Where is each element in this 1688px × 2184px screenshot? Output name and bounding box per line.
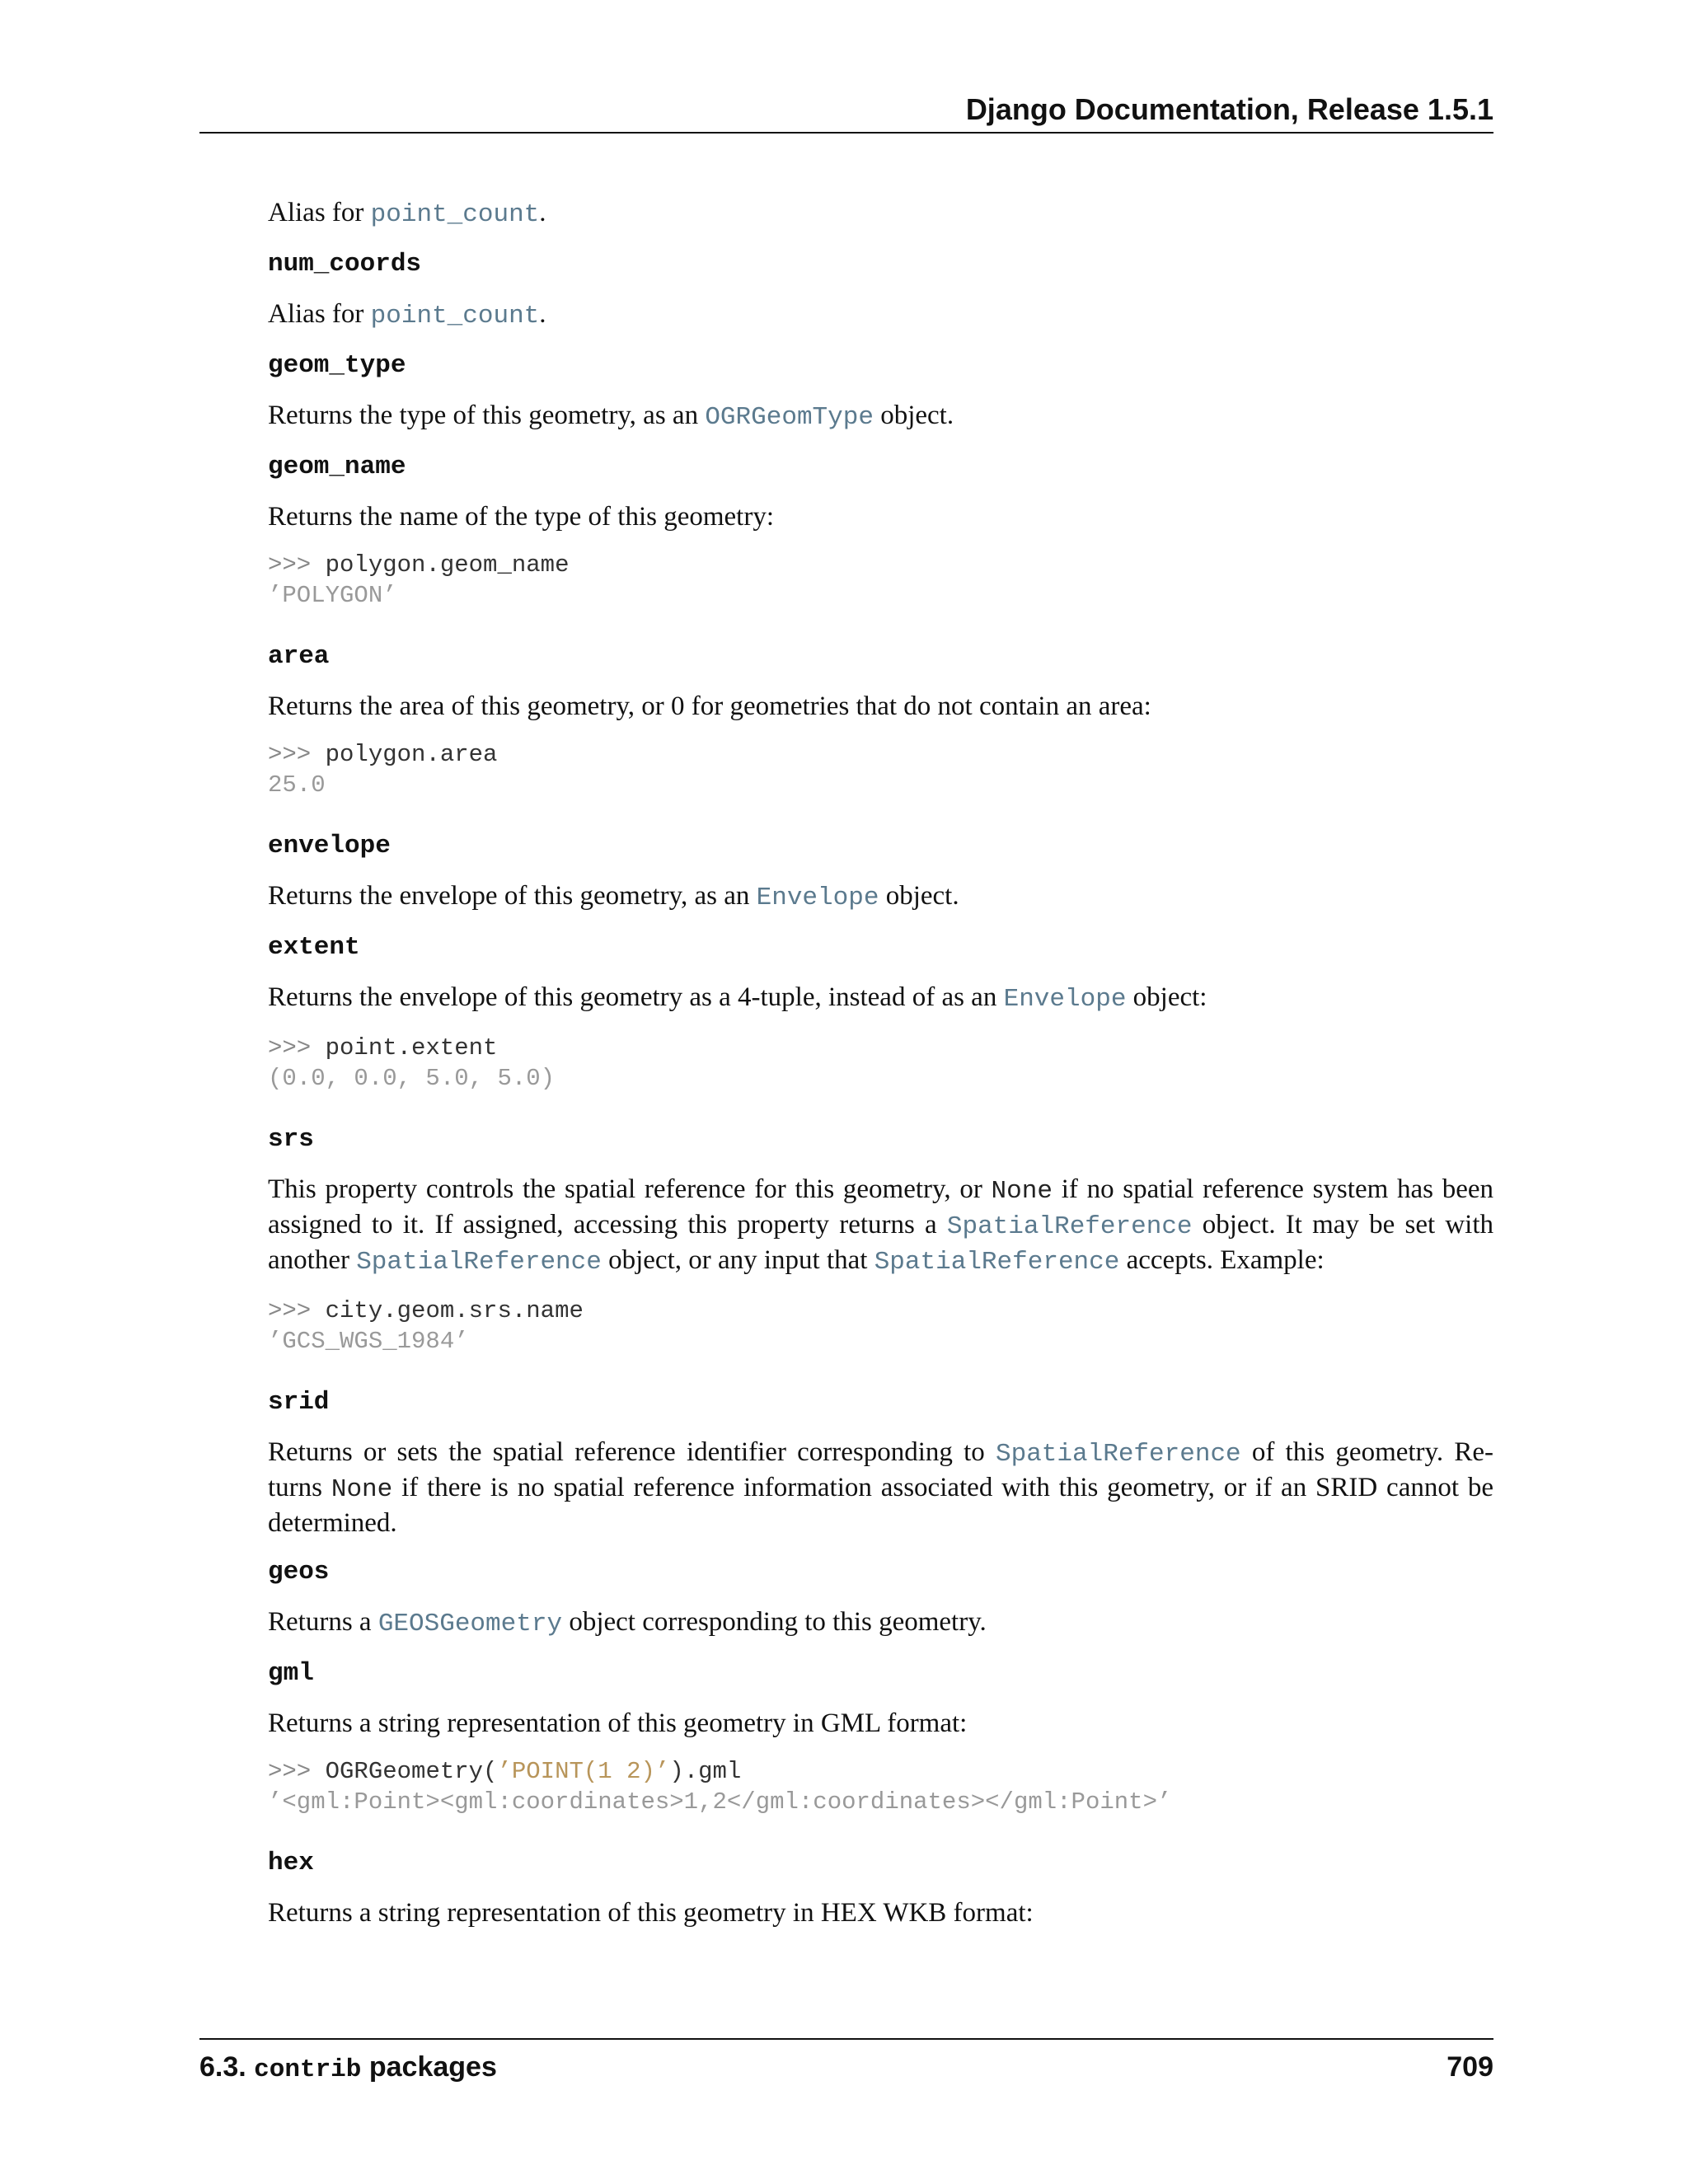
- code-block-srs: [268, 1296, 1493, 1357]
- text: if there is no spatial reference information associated with this geometry, or if an SRID cannot be determined.: [268, 1473, 1493, 1538]
- text: if no spatial reference system has been assigned to it. If assigned, accessing this property returns a: [268, 1174, 1493, 1240]
- attr-area-heading: area: [268, 642, 330, 671]
- page-number: 709: [1447, 2051, 1493, 2083]
- paragraph-hex: Returns a string representation of this geometry in HEX WKB format:: [268, 1898, 1034, 1928]
- text: .: [539, 299, 546, 329]
- paragraph-srid: [268, 1436, 1493, 1540]
- code-command: ).gml: [669, 1758, 742, 1785]
- text: object, or any input that: [601, 1245, 874, 1275]
- none-literal: None: [991, 1177, 1053, 1206]
- section-text: packages: [368, 2051, 497, 2083]
- geosgeometry-link[interactable]: GEOSGeometry: [377, 1610, 563, 1638]
- code-output: ’<gml:Point><gml:coordinates>1,2</gml:coordinates></gml:Point>’: [268, 1788, 1172, 1816]
- paragraph-geos: [268, 1605, 1493, 1641]
- text: Returns a: [268, 1607, 378, 1637]
- spatialreference-link[interactable]: SpatialReference: [946, 1212, 1193, 1241]
- code-command: city.geom.srs.name: [325, 1297, 584, 1324]
- attr-geom-type-heading: geom_type: [268, 351, 406, 380]
- section-number: 6.3.: [199, 2051, 246, 2083]
- attr-num-coords-heading: num_coords: [268, 250, 422, 279]
- text: Returns the envelope of this geometry, as an: [268, 881, 757, 911]
- paragraph-geom-type: [268, 399, 1493, 434]
- code-prompt: >>>: [268, 1758, 326, 1785]
- envelope-link[interactable]: Envelope: [756, 883, 879, 912]
- paragraph-srs: [268, 1173, 1493, 1279]
- text: object. It may be set with another: [268, 1210, 1493, 1275]
- code-block-gml: [268, 1756, 1493, 1817]
- code-output: 25.0: [268, 771, 326, 799]
- code-block-area: [268, 739, 1493, 800]
- text: accepts. Example:: [1119, 1245, 1325, 1275]
- code-output: (0.0, 0.0, 5.0, 5.0): [268, 1065, 556, 1092]
- text: object corresponding to this geometry.: [562, 1607, 987, 1637]
- spatialreference-link[interactable]: SpatialReference: [356, 1248, 602, 1277]
- paragraph-alias-1: [268, 196, 1493, 232]
- text: object.: [873, 401, 954, 430]
- text: This property controls the spatial reference for this geometry, or: [268, 1174, 992, 1204]
- code-command: OGRGeometry(: [325, 1758, 498, 1785]
- text: object.: [879, 881, 959, 911]
- code-prompt: >>>: [268, 1034, 326, 1062]
- attr-srs-heading: srs: [268, 1125, 314, 1154]
- attr-extent-heading: extent: [268, 933, 360, 962]
- text: Returns the envelope of this geometry as a 4-tuple, instead of as an: [268, 982, 1004, 1012]
- code-prompt: >>>: [268, 1297, 326, 1324]
- paragraph-gml: Returns a string representation of this geometry in GML format:: [268, 1708, 968, 1738]
- footer-section: [199, 2051, 497, 2084]
- envelope-link[interactable]: Envelope: [1003, 985, 1127, 1014]
- code-command: polygon.geom_name: [325, 551, 570, 579]
- code-command: polygon.area: [325, 741, 498, 768]
- text: of this geometry. Re-turns: [268, 1437, 1493, 1502]
- spatialreference-link[interactable]: SpatialReference: [996, 1440, 1241, 1469]
- attr-gml-heading: gml: [268, 1659, 314, 1688]
- paragraph-geom-name: Returns the name of the type of this geometry:: [268, 502, 775, 532]
- code-prompt: >>>: [268, 741, 326, 768]
- code-string: ’POINT(1 2)’: [497, 1758, 670, 1785]
- attr-geom-name-heading: geom_name: [268, 452, 406, 481]
- code-output: ’POLYGON’: [268, 582, 397, 609]
- spatialreference-link[interactable]: SpatialReference: [874, 1248, 1120, 1277]
- point-count-link[interactable]: point_count: [370, 200, 540, 229]
- paragraph-envelope: [268, 879, 1493, 915]
- code-command: point.extent: [325, 1034, 498, 1062]
- attr-envelope-heading: envelope: [268, 832, 391, 860]
- text: Returns or sets the spatial reference identifier corresponding to: [268, 1437, 996, 1467]
- attr-srid-heading: srid: [268, 1388, 330, 1417]
- paragraph-area: Returns the area of this geometry, or 0 for geometries that do not contain an area:: [268, 691, 1151, 721]
- attr-hex-heading: hex: [268, 1849, 314, 1877]
- code-block-geom-name: [268, 550, 1493, 611]
- text: .: [539, 198, 546, 227]
- main-content: [268, 196, 1493, 1946]
- text: Alias for: [268, 198, 371, 227]
- page-footer: [199, 2038, 1493, 2084]
- page-header: [199, 89, 1493, 134]
- paragraph-num-coords: [268, 298, 1493, 333]
- point-count-link[interactable]: point_count: [370, 302, 540, 330]
- code-output: ’GCS_WGS_1984’: [268, 1328, 469, 1355]
- code-prompt: >>>: [268, 551, 326, 579]
- none-literal: None: [331, 1475, 393, 1504]
- paragraph-extent: [268, 981, 1493, 1016]
- code-block-extent: [268, 1033, 1493, 1094]
- section-mono: contrib: [254, 2055, 362, 2084]
- attr-geos-heading: geos: [268, 1558, 330, 1586]
- text: Alias for: [268, 299, 371, 329]
- ogrgeomtype-link[interactable]: OGRGeomType: [705, 403, 874, 432]
- header-title: Django Documentation, Release 1.5.1: [965, 92, 1493, 126]
- text: Returns the type of this geometry, as an: [268, 401, 706, 430]
- text: object:: [1126, 982, 1207, 1012]
